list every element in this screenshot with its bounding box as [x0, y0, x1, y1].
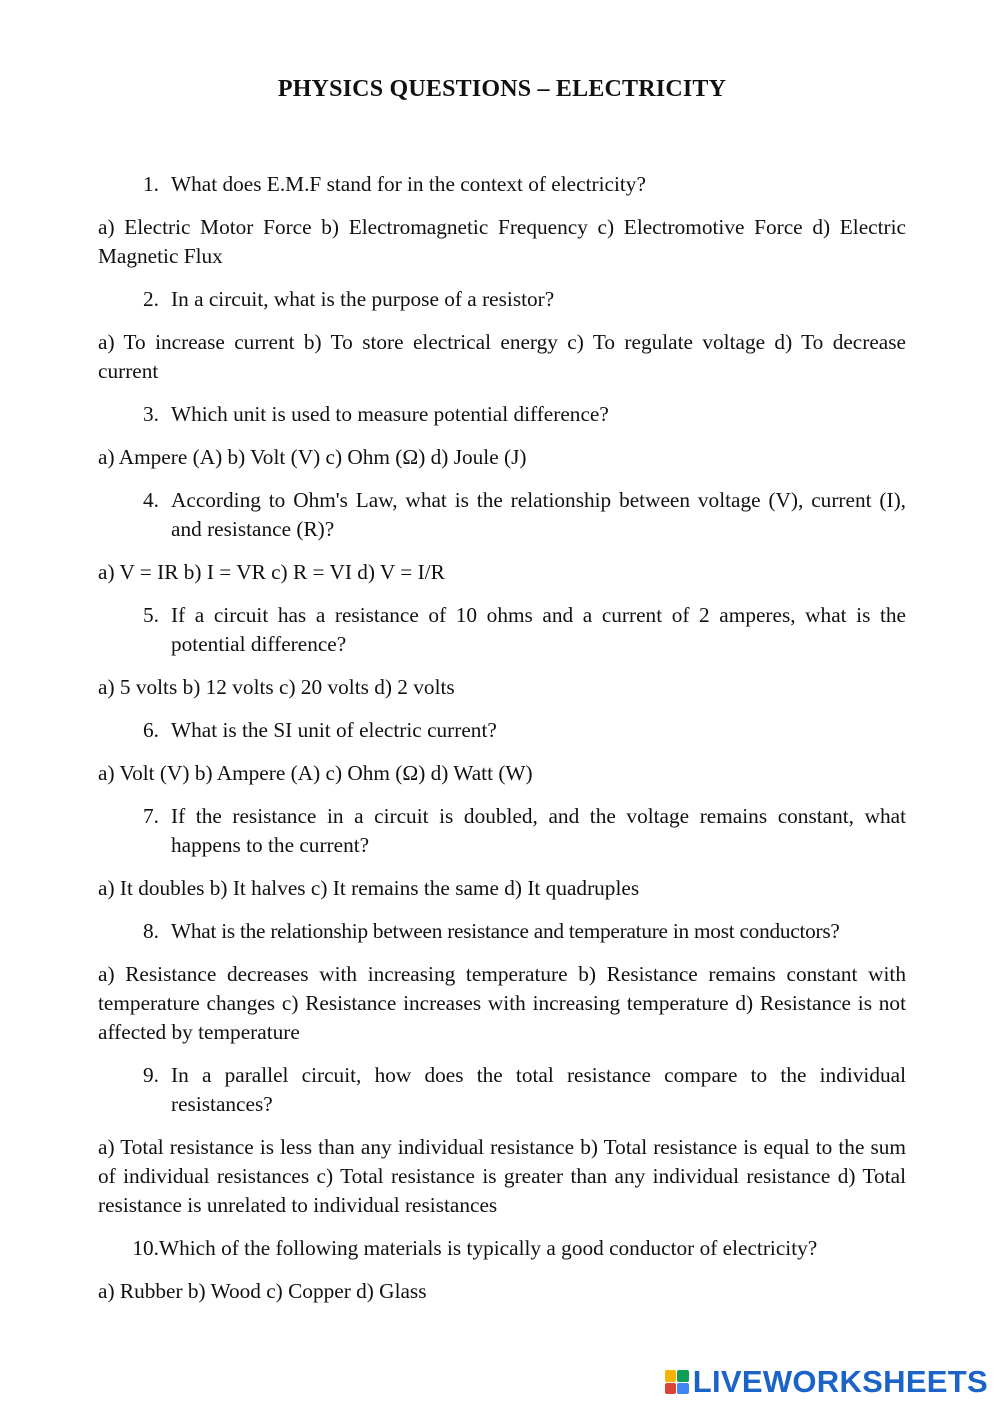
logo-tile — [677, 1383, 689, 1395]
question-7 — [98, 802, 906, 860]
answer-options-6: a) Volt (V) b) Ampere (A) c) Ohm (Ω) d) Watt (W) — [98, 761, 533, 785]
question-text: If the resistance in a circuit is doubled, and the voltage remains constant, what happens to the current? — [171, 804, 906, 857]
question-number: 2. — [143, 287, 159, 311]
question-text: If a circuit has a resistance of 10 ohms and a current of 2 amperes, what is the potential difference? — [171, 603, 906, 656]
question-text: In a circuit, what is the purpose of a resistor? — [171, 287, 555, 311]
answer-options-9: a) Total resistance is less than any individual resistance b) Total resistance is equal to the sum of individual resistances c) Total resistance is greater than any individual resistance d) Total resistance is unrelated to individual resistances — [98, 1135, 906, 1217]
question-1 — [98, 170, 906, 199]
question-number: 1. — [143, 172, 159, 196]
question-8 — [98, 917, 906, 946]
question-number: 9. — [143, 1063, 159, 1087]
answer-options-8: a) Resistance decreases with increasing temperature b) Resistance remains constant with temperature changes c) Resistance increases with increasing temperature d) Resistance is not affected by temperature — [98, 962, 906, 1044]
answer-options-3: a) Ampere (A) b) Volt (V) c) Ohm (Ω) d) Joule (J) — [98, 445, 527, 469]
answer-options-5: a) 5 volts b) 12 volts c) 20 volts d) 2 volts — [98, 675, 455, 699]
question-number: 8. — [143, 919, 159, 943]
question-number: 5. — [143, 603, 159, 627]
question-4 — [98, 486, 906, 544]
question-number: 6. — [143, 718, 159, 742]
answer-options-7: a) It doubles b) It halves c) It remains the same d) It quadruples — [98, 876, 640, 900]
question-5 — [98, 601, 906, 659]
question-2 — [98, 285, 906, 314]
answer-options-1: a) Electric Motor Force b) Electromagnetic Frequency c) Electromotive Force d) Electric Magnetic Flux — [98, 215, 906, 268]
logo-tile — [665, 1370, 677, 1382]
question-9 — [98, 1061, 906, 1119]
question-list — [98, 170, 906, 1320]
question-text: What is the relationship between resistance and temperature in most conductors? — [171, 919, 840, 943]
worksheet-page — [98, 0, 906, 1414]
question-number: 7. — [143, 804, 159, 828]
question-number: 4. — [143, 488, 159, 512]
liveworksheets-logo-icon — [665, 1370, 689, 1394]
question-6 — [98, 716, 906, 745]
question-text: Which unit is used to measure potential difference? — [171, 402, 609, 426]
question-text: Which of the following materials is typically a good conductor of electricity? — [159, 1236, 818, 1260]
question-number: 10. — [132, 1236, 159, 1260]
logo-text: LIVEWORKSHEETS — [692, 1364, 988, 1399]
question-text: According to Ohm's Law, what is the relationship between voltage (V), current (I), and resistance (R)? — [171, 488, 906, 541]
question-3 — [98, 400, 906, 429]
page-title: PHYSICS QUESTIONS – ELECTRICITY — [277, 76, 727, 102]
question-number: 3. — [143, 402, 159, 426]
logo-tile — [665, 1383, 677, 1395]
answer-options-10: a) Rubber b) Wood c) Copper d) Glass — [98, 1279, 427, 1303]
question-text: What does E.M.F stand for in the context of electricity? — [171, 172, 646, 196]
logo-tile — [677, 1370, 689, 1382]
answer-options-2: a) To increase current b) To store electrical energy c) To regulate voltage d) To decrease current — [98, 330, 906, 383]
question-text: What is the SI unit of electric current? — [171, 718, 497, 742]
liveworksheets-logo — [665, 1364, 988, 1400]
question-10 — [98, 1234, 906, 1263]
question-text: In a parallel circuit, how does the total resistance compare to the individual resistances? — [171, 1063, 906, 1116]
answer-options-4: a) V = IR b) I = VR c) R = VI d) V = I/R — [98, 560, 445, 584]
